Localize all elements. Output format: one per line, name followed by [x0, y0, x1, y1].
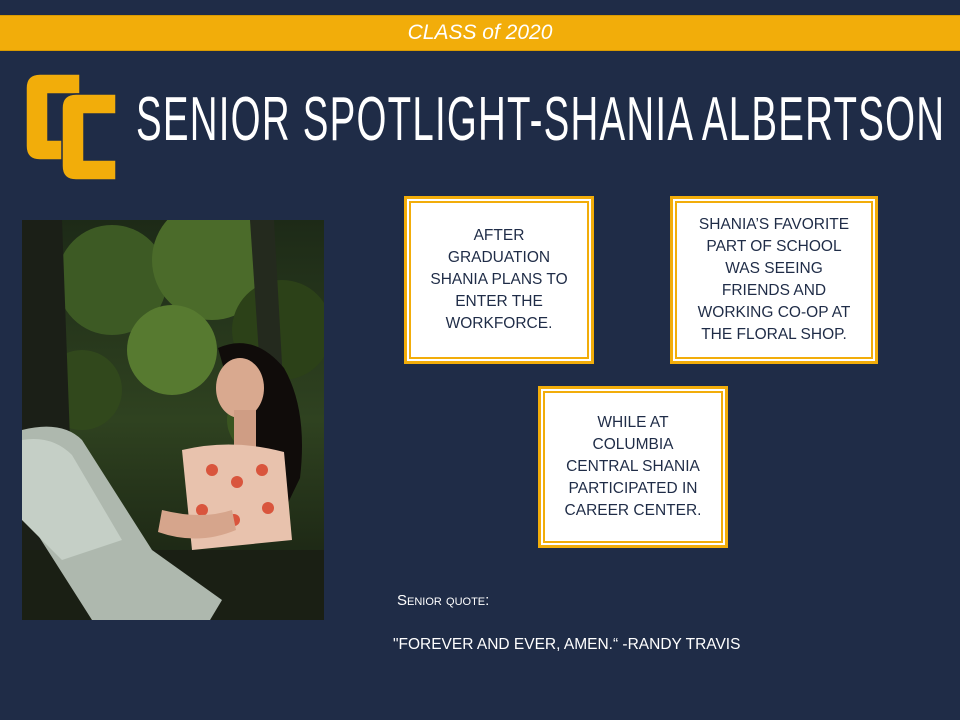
favorite-part-text: SHANIA’S FAVORITE PART OF SCHOOL WAS SEEING FRIENDS AND WORKING CO-OP AT THE FLORAL SHOP. — [677, 203, 871, 357]
activities-card — [538, 386, 728, 548]
plans-card — [404, 196, 594, 364]
class-banner — [0, 15, 960, 51]
activities-text: WHILE AT COLUMBIA CENTRAL SHANIA PARTICIPATED IN CAREER CENTER. — [545, 393, 721, 541]
class-year-label: CLASS of 2020 — [407, 21, 553, 44]
senior-quote-label: Senior quote: — [397, 592, 490, 609]
cc-logo — [20, 66, 120, 186]
favorite-part-card — [670, 196, 878, 364]
senior-photo — [22, 220, 324, 620]
plans-text: AFTER GRADUATION SHANIA PLANS TO ENTER THE WORKFORCE. — [411, 203, 587, 357]
senior-quote-text: "FOREVER AND EVER, AMEN.“ -RANDY TRAVIS — [393, 636, 741, 653]
page-title: SENIOR SPOTLIGHT-SHANIA ALBERTSON — [136, 85, 946, 154]
